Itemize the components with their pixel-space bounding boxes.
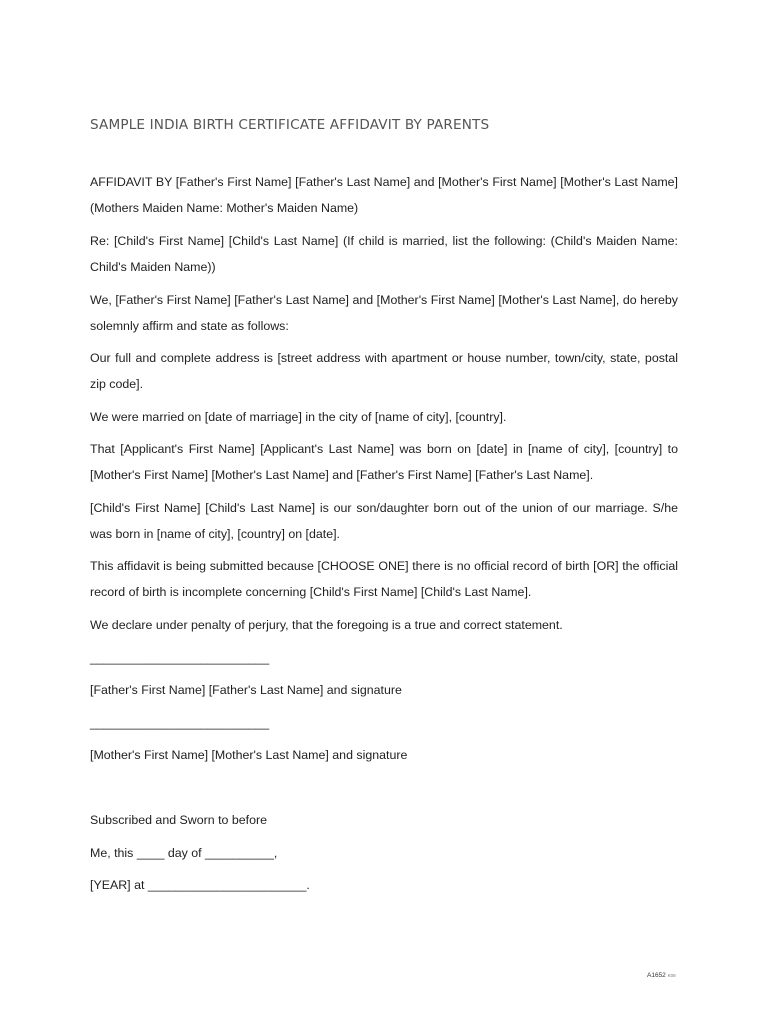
child-union-paragraph: [Child's First Name] [Child's Last Name] is our son/daughter born out of the union of our marriage. S/he was born in [name of city], [country] on [date]. <box>90 501 678 541</box>
footer-code-suffix: K08 <box>667 973 676 978</box>
year-at-text: [YEAR] at _______________________. <box>90 878 310 892</box>
father-signature-label: [Father's First Name] [Father's Last Name] and signature <box>90 683 402 697</box>
mother-signature-label: [Mother's First Name] [Mother's Last Name] and signature <box>90 748 408 762</box>
submission-reason-paragraph: This affidavit is being submitted because [CHOOSE ONE] there is no official record of birth [OR] the official record of birth is incomplete concerning [Child's First Name] [Child's Last Name]. <box>90 559 678 599</box>
document-title: SAMPLE INDIA BIRTH CERTIFICATE AFFIDAVIT BY PARENTS <box>90 117 490 133</box>
marriage-paragraph: We were married on [date of marriage] in the city of [name of city], [country]. <box>90 410 507 424</box>
mother-signature-line: __________________________ <box>90 716 270 730</box>
address-paragraph: Our full and complete address is [street address with apartment or house number, town/city, state, postal zip code]. <box>90 351 678 391</box>
father-signature-line: __________________________ <box>90 651 270 665</box>
applicant-birth-paragraph: That [Applicant's First Name] [Applicant's Last Name] was born on [date] in [name of city], [country] to [Mother's First Name] [Mother's Last Name] and [Father's First Name] [Father's Last Name]. <box>90 442 678 482</box>
affidavit-by-paragraph: AFFIDAVIT BY [Father's First Name] [Father's Last Name] and [Mother's First Name] [Mother's Last Name] (Mothers Maiden Name: Mother's Maiden Name) <box>90 175 678 215</box>
solemn-affirmation-paragraph: We, [Father's First Name] [Father's Last Name] and [Mother's First Name] [Mother's Last Name], do hereby solemnly affirm and state as follows: <box>90 293 678 333</box>
re-paragraph: Re: [Child's First Name] [Child's Last Name] (If child is married, list the following: (Child's Maiden Name: Child's Maiden Name)) <box>90 234 678 274</box>
me-this-day-text: Me, this ____ day of __________, <box>90 846 278 860</box>
footer-document-code <box>647 972 676 979</box>
subscribed-sworn-text: Subscribed and Sworn to before <box>90 813 268 827</box>
perjury-declaration: We declare under penalty of perjury, that the foregoing is a true and correct statement. <box>90 618 563 632</box>
footer-code-main: A1652 <box>647 972 666 979</box>
